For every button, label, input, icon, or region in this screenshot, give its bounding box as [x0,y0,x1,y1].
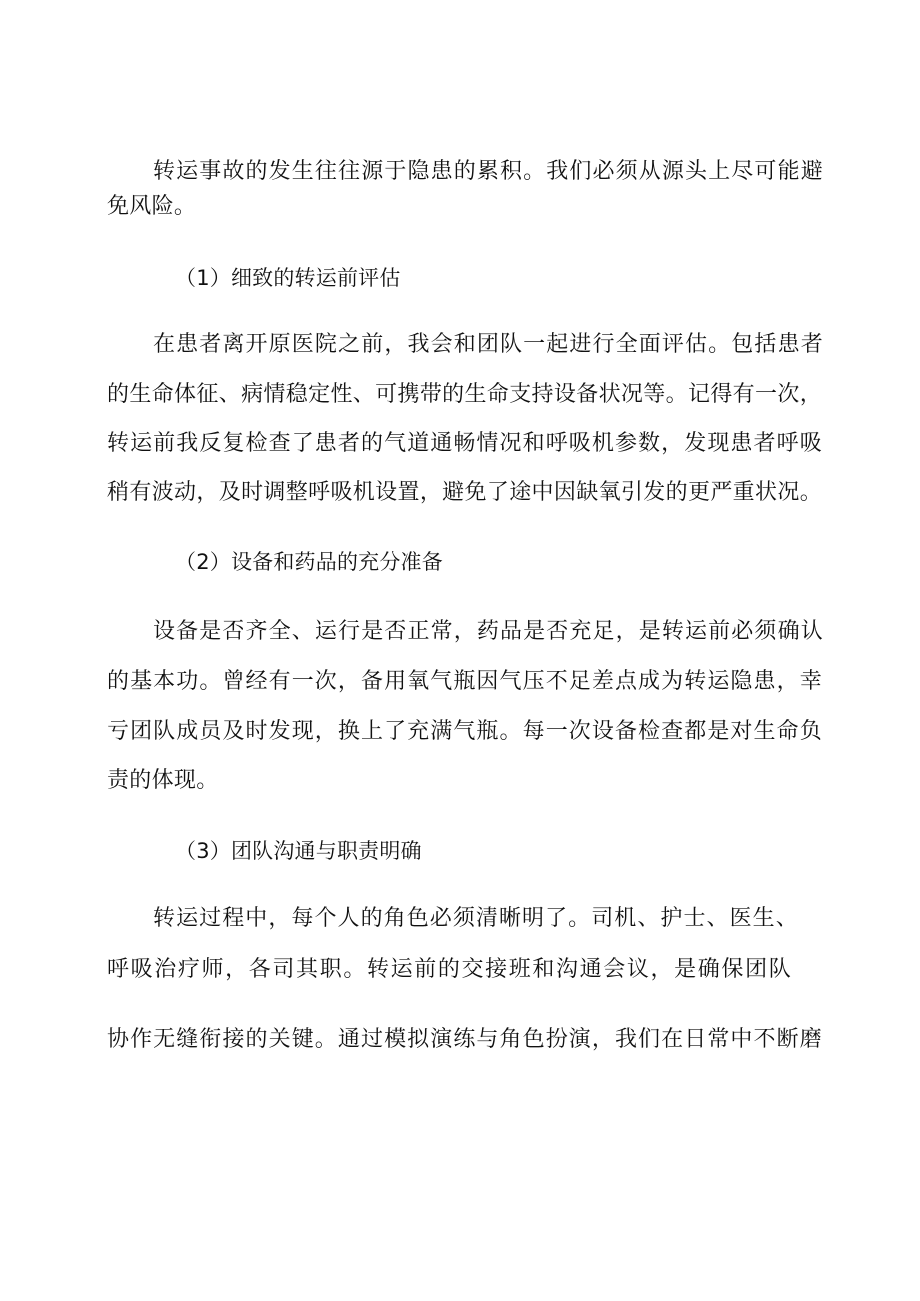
section-3-line-2: 呼吸治疗师，各司其职。转运前的交接班和沟通会议，是确保团队 [107,957,791,982]
section-1-line-1: 在患者离开原医院之前，我会和团队一起进行全面评估。包括患者 [153,332,823,357]
intro-line-2: 免风险。 [107,194,197,219]
section-1-line-4: 稍有波动，及时调整呼吸机设置，避免了途中因缺氧引发的更严重状况。 [107,480,822,505]
intro-line-1: 转运事故的发生往往源于隐患的累积。我们必须从源头上尽可能避 [153,159,823,184]
section-1-heading: （1）细致的转运前评估 [175,266,401,290]
section-3-heading: （3）团队沟通与职责明确 [175,839,422,863]
section-2-line-1: 设备是否齐全、运行是否正常，药品是否充足，是转运前必须确认 [153,619,823,644]
section-1-line-3: 转运前我反复检查了患者的气道通畅情况和呼吸机参数，发现患者呼吸 [107,431,822,456]
section-2-line-2: 的基本功。曾经有一次，备用氧气瓶因气压不足差点成为转运隐患，幸 [107,669,822,694]
section-2-line-3: 亏团队成员及时发现，换上了充满气瓶。每一次设备检查都是对生命负 [107,719,822,744]
section-2-line-4: 责的体现。 [107,768,219,793]
section-3-line-3: 协作无缝衔接的关键。通过模拟演练与角色扮演，我们在日常中不断磨 [107,1027,822,1052]
section-2-heading: （2）设备和药品的充分准备 [175,550,443,574]
section-1-line-2: 的生命体征、病情稳定性、可携带的生命支持设备状况等。记得有一次， [107,382,822,407]
section-3-line-1: 转运过程中，每个人的角色必须清晰明了。司机、护士、医生、 [153,906,798,931]
